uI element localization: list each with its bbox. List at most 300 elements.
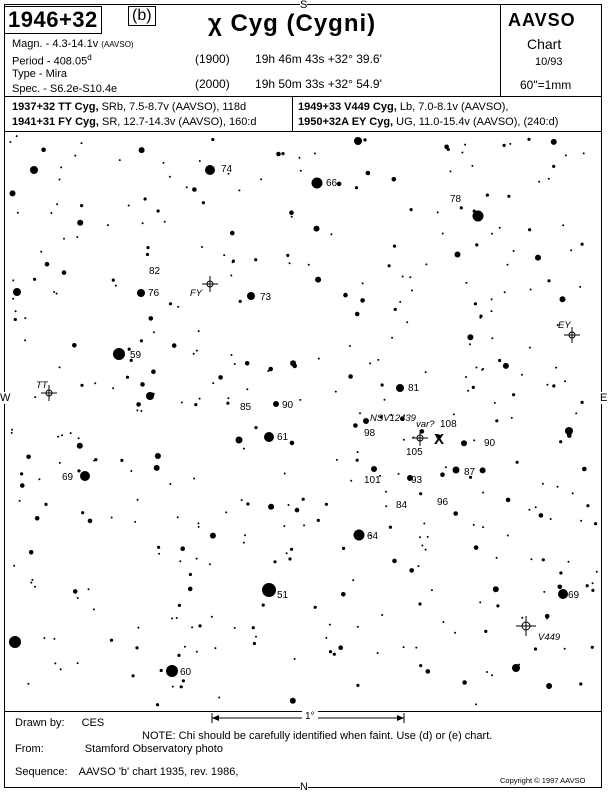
star <box>60 166 62 168</box>
star <box>356 684 359 687</box>
star <box>479 315 482 318</box>
star <box>300 170 302 172</box>
var-label-tt: TT <box>36 380 48 391</box>
var-label-v449: V449 <box>538 632 561 643</box>
star <box>74 155 76 157</box>
star <box>444 145 449 150</box>
star <box>465 376 467 378</box>
star <box>557 486 559 488</box>
star <box>542 483 544 485</box>
star <box>567 433 572 438</box>
star <box>128 205 130 207</box>
star <box>461 440 467 446</box>
star <box>527 138 530 141</box>
star <box>81 511 84 514</box>
star <box>9 141 11 143</box>
star <box>146 253 149 256</box>
epoch-1900: (1900) <box>195 52 230 66</box>
star <box>94 382 96 384</box>
star <box>560 296 566 302</box>
star <box>399 301 401 303</box>
star <box>329 624 331 626</box>
star <box>61 434 63 436</box>
star <box>30 582 32 584</box>
comp-label: 78 <box>450 194 462 205</box>
star <box>534 647 537 650</box>
comp-label: 64 <box>367 531 379 542</box>
star <box>543 591 545 593</box>
star <box>402 276 404 278</box>
star <box>403 646 405 648</box>
star <box>172 343 177 348</box>
star <box>529 347 531 349</box>
star <box>290 548 293 551</box>
nearby-info: SRb, 7.5-8.7v (AAVSO), 118d <box>101 101 247 113</box>
star <box>218 697 220 699</box>
star <box>172 686 174 688</box>
star <box>299 157 301 159</box>
star <box>164 221 166 223</box>
star <box>253 642 256 645</box>
star <box>348 374 353 379</box>
star <box>20 483 25 488</box>
star <box>56 203 58 205</box>
star <box>427 536 429 538</box>
star <box>136 409 138 411</box>
period-line <box>12 53 92 68</box>
star <box>360 298 365 303</box>
star <box>442 621 444 623</box>
star <box>11 429 13 431</box>
star <box>223 254 225 256</box>
comp-label: 82 <box>149 266 161 277</box>
star <box>286 254 289 257</box>
star <box>252 626 255 629</box>
star <box>582 467 587 472</box>
star <box>212 382 214 384</box>
star <box>169 483 171 485</box>
star <box>575 412 577 414</box>
star <box>474 302 477 305</box>
star <box>491 674 493 676</box>
star <box>551 139 557 145</box>
star <box>377 359 379 361</box>
var-marker <box>412 430 428 446</box>
star <box>592 582 594 584</box>
star <box>246 388 248 390</box>
star <box>465 282 467 284</box>
var-label-var: var? <box>416 419 435 430</box>
star <box>198 522 200 524</box>
star <box>389 526 392 529</box>
star <box>10 190 16 196</box>
star <box>521 617 523 619</box>
star <box>511 417 513 419</box>
star <box>564 380 566 382</box>
star <box>552 165 555 168</box>
star <box>363 138 366 141</box>
star <box>113 348 125 360</box>
star <box>144 197 147 200</box>
star <box>363 418 369 424</box>
star <box>506 498 511 503</box>
star <box>579 286 581 288</box>
star <box>268 367 273 372</box>
star <box>136 402 141 407</box>
star <box>562 224 564 226</box>
star <box>366 171 371 176</box>
star <box>30 166 38 174</box>
star <box>180 546 185 551</box>
star <box>132 674 135 677</box>
star <box>475 243 478 246</box>
star <box>27 683 29 685</box>
star <box>336 459 338 461</box>
star <box>406 321 408 323</box>
star <box>12 279 14 281</box>
stars-layer <box>9 135 598 706</box>
drawn-by <box>15 717 104 729</box>
star <box>393 245 396 248</box>
comp-label: 87 <box>464 467 476 478</box>
magnitude-source: (AAVSO) <box>101 40 134 49</box>
comp-label: 96 <box>437 497 449 508</box>
coord-2000-value: 19h 50m 33s +32° 54.9' <box>255 77 382 91</box>
star <box>289 262 291 264</box>
star <box>581 401 584 404</box>
star <box>186 186 188 188</box>
star <box>580 520 582 522</box>
star <box>460 206 463 209</box>
star <box>169 176 171 178</box>
star <box>391 337 393 339</box>
star <box>284 473 286 475</box>
star <box>24 317 26 319</box>
type-line: Type - Mira <box>12 68 68 80</box>
designation-text: 1946+32 <box>8 7 98 32</box>
star <box>246 502 249 505</box>
star <box>474 545 479 550</box>
star <box>241 499 243 501</box>
note: NOTE: Chi should be carefully identified when faint. Use (d) or (e) chart. <box>142 730 493 742</box>
star <box>76 236 78 238</box>
star <box>491 233 493 235</box>
star <box>239 300 242 303</box>
star <box>482 492 484 494</box>
star <box>507 535 509 537</box>
star <box>140 339 143 342</box>
star <box>31 579 33 581</box>
star <box>450 170 452 172</box>
star <box>50 212 52 214</box>
star <box>564 648 566 650</box>
drawn-by-value: CES <box>81 717 105 729</box>
star <box>493 586 499 592</box>
from <box>15 743 223 755</box>
star <box>273 560 276 563</box>
star <box>475 703 477 705</box>
star <box>262 604 265 607</box>
star <box>586 504 589 507</box>
star <box>530 558 532 560</box>
star <box>547 279 550 282</box>
star <box>337 182 342 187</box>
direction-east: E <box>600 392 608 404</box>
star <box>392 559 397 564</box>
comp-label: 90 <box>282 400 294 411</box>
star <box>377 652 379 654</box>
star <box>512 393 515 396</box>
star <box>291 216 293 218</box>
star <box>303 524 305 526</box>
star <box>44 503 47 506</box>
star <box>473 439 475 441</box>
star <box>572 492 574 494</box>
star <box>254 258 257 261</box>
star <box>308 264 310 266</box>
comp-label: 66 <box>326 178 338 189</box>
star <box>453 511 458 516</box>
star <box>80 204 83 207</box>
star <box>583 152 585 154</box>
star <box>455 252 461 258</box>
nearby-right-2 <box>298 116 558 128</box>
comp-label: 60 <box>180 667 192 678</box>
star <box>140 410 142 412</box>
star <box>142 222 144 224</box>
star <box>423 523 425 525</box>
star <box>426 669 431 674</box>
star <box>134 521 136 523</box>
star <box>388 264 391 267</box>
star <box>24 339 26 341</box>
star <box>385 505 387 507</box>
star <box>140 382 145 387</box>
star <box>546 683 552 689</box>
star <box>289 210 294 215</box>
comp-label: 84 <box>396 500 408 511</box>
star <box>504 291 506 293</box>
star <box>211 138 214 141</box>
star <box>481 369 483 371</box>
comp-label: 90 <box>484 438 496 449</box>
star <box>112 387 114 389</box>
star <box>491 337 493 339</box>
star <box>453 413 455 415</box>
star <box>591 589 594 592</box>
star <box>486 194 489 197</box>
star <box>115 285 117 287</box>
star <box>286 552 288 554</box>
star <box>495 419 498 422</box>
star <box>153 331 155 333</box>
chart-date: 10/93 <box>535 56 563 68</box>
star <box>570 249 572 251</box>
star <box>461 152 463 154</box>
sequence <box>15 766 238 778</box>
star <box>591 646 594 649</box>
star <box>244 534 246 536</box>
star <box>437 211 439 213</box>
star <box>475 367 477 369</box>
star <box>431 589 433 591</box>
star <box>442 233 444 235</box>
star <box>34 586 36 588</box>
star <box>137 499 139 501</box>
star <box>17 212 19 214</box>
star <box>40 251 42 253</box>
star <box>110 639 113 642</box>
star <box>548 178 550 180</box>
star <box>281 152 284 155</box>
star <box>486 671 488 673</box>
star <box>596 571 598 573</box>
fy-marker <box>202 276 218 292</box>
star <box>491 310 493 312</box>
comp-label: 59 <box>130 350 142 361</box>
nearby-id: 1937+32 TT Cyg, <box>12 101 99 113</box>
star <box>338 645 343 650</box>
star <box>546 617 548 619</box>
star <box>369 362 371 364</box>
star <box>218 375 223 380</box>
star <box>43 637 45 639</box>
star <box>156 703 159 706</box>
star <box>230 275 232 277</box>
star <box>314 226 320 232</box>
star <box>362 282 364 284</box>
star <box>521 374 523 376</box>
star <box>491 298 493 300</box>
star <box>77 662 79 664</box>
star <box>13 565 15 567</box>
star <box>214 647 216 649</box>
comp-label: 93 <box>411 475 423 486</box>
star <box>254 426 257 429</box>
star <box>357 451 359 453</box>
comp-label: 69 <box>568 590 580 601</box>
star <box>542 558 545 561</box>
star <box>325 503 328 506</box>
star <box>126 376 129 379</box>
star <box>335 391 337 393</box>
star <box>384 399 386 401</box>
star <box>469 343 471 345</box>
star <box>236 437 243 444</box>
star <box>14 318 17 321</box>
star <box>194 403 197 406</box>
star <box>182 679 185 682</box>
epoch-2000: (2000) <box>195 77 230 91</box>
star <box>503 363 509 369</box>
star <box>177 516 179 518</box>
header-divider <box>500 4 501 96</box>
star <box>273 401 279 407</box>
comp-label: 73 <box>260 292 272 303</box>
star <box>558 585 563 590</box>
star <box>177 306 179 308</box>
star <box>349 345 351 347</box>
star <box>354 530 365 541</box>
star <box>454 632 456 634</box>
star <box>314 153 316 155</box>
star <box>255 636 257 638</box>
star <box>302 498 305 501</box>
header-bottom-rule <box>4 96 602 97</box>
star <box>352 579 354 581</box>
star <box>178 604 181 607</box>
star <box>9 636 21 648</box>
star <box>290 698 296 704</box>
var-label-fy: FY <box>190 288 203 299</box>
star <box>356 459 359 462</box>
comp-label: 61 <box>277 432 289 443</box>
star <box>226 402 229 405</box>
star <box>38 478 40 480</box>
star <box>555 367 557 369</box>
from-value: Stamford Observatory photo <box>84 743 223 755</box>
star <box>177 654 180 657</box>
star <box>73 589 78 594</box>
star <box>146 246 149 249</box>
comp-label: 101 <box>364 475 381 486</box>
star <box>59 366 61 368</box>
star <box>225 511 227 513</box>
star <box>243 542 245 544</box>
star <box>245 361 250 366</box>
star <box>535 255 541 261</box>
star <box>77 469 80 472</box>
star <box>35 516 40 521</box>
star <box>198 526 200 528</box>
star <box>59 179 61 181</box>
star <box>41 148 46 153</box>
sequence-value: AAVSO 'b' chart 1935, rev. 1986, <box>78 766 239 778</box>
star <box>409 276 411 278</box>
star <box>149 316 154 321</box>
comp-label: 105 <box>406 447 423 458</box>
star <box>62 270 67 275</box>
star <box>494 402 496 404</box>
star <box>409 568 414 573</box>
magnitude-line <box>12 38 134 50</box>
star <box>88 588 90 590</box>
star <box>464 144 466 146</box>
star <box>299 399 301 401</box>
star <box>513 250 515 252</box>
star <box>462 680 467 685</box>
comp-label: 51 <box>277 590 289 601</box>
star <box>151 393 154 396</box>
star <box>57 436 59 438</box>
star <box>211 616 213 618</box>
star <box>418 602 421 605</box>
star <box>176 617 178 619</box>
star <box>139 147 145 153</box>
star <box>425 549 427 551</box>
star <box>180 685 183 688</box>
star <box>559 440 562 443</box>
star <box>467 334 473 340</box>
star <box>343 293 348 298</box>
nearby-left-1 <box>12 101 246 113</box>
star <box>81 142 83 144</box>
star <box>330 233 332 235</box>
star <box>205 165 215 175</box>
star <box>418 565 420 567</box>
spec-line: Spec. - S6.2e-S10.4e <box>12 83 118 95</box>
star <box>198 624 201 627</box>
